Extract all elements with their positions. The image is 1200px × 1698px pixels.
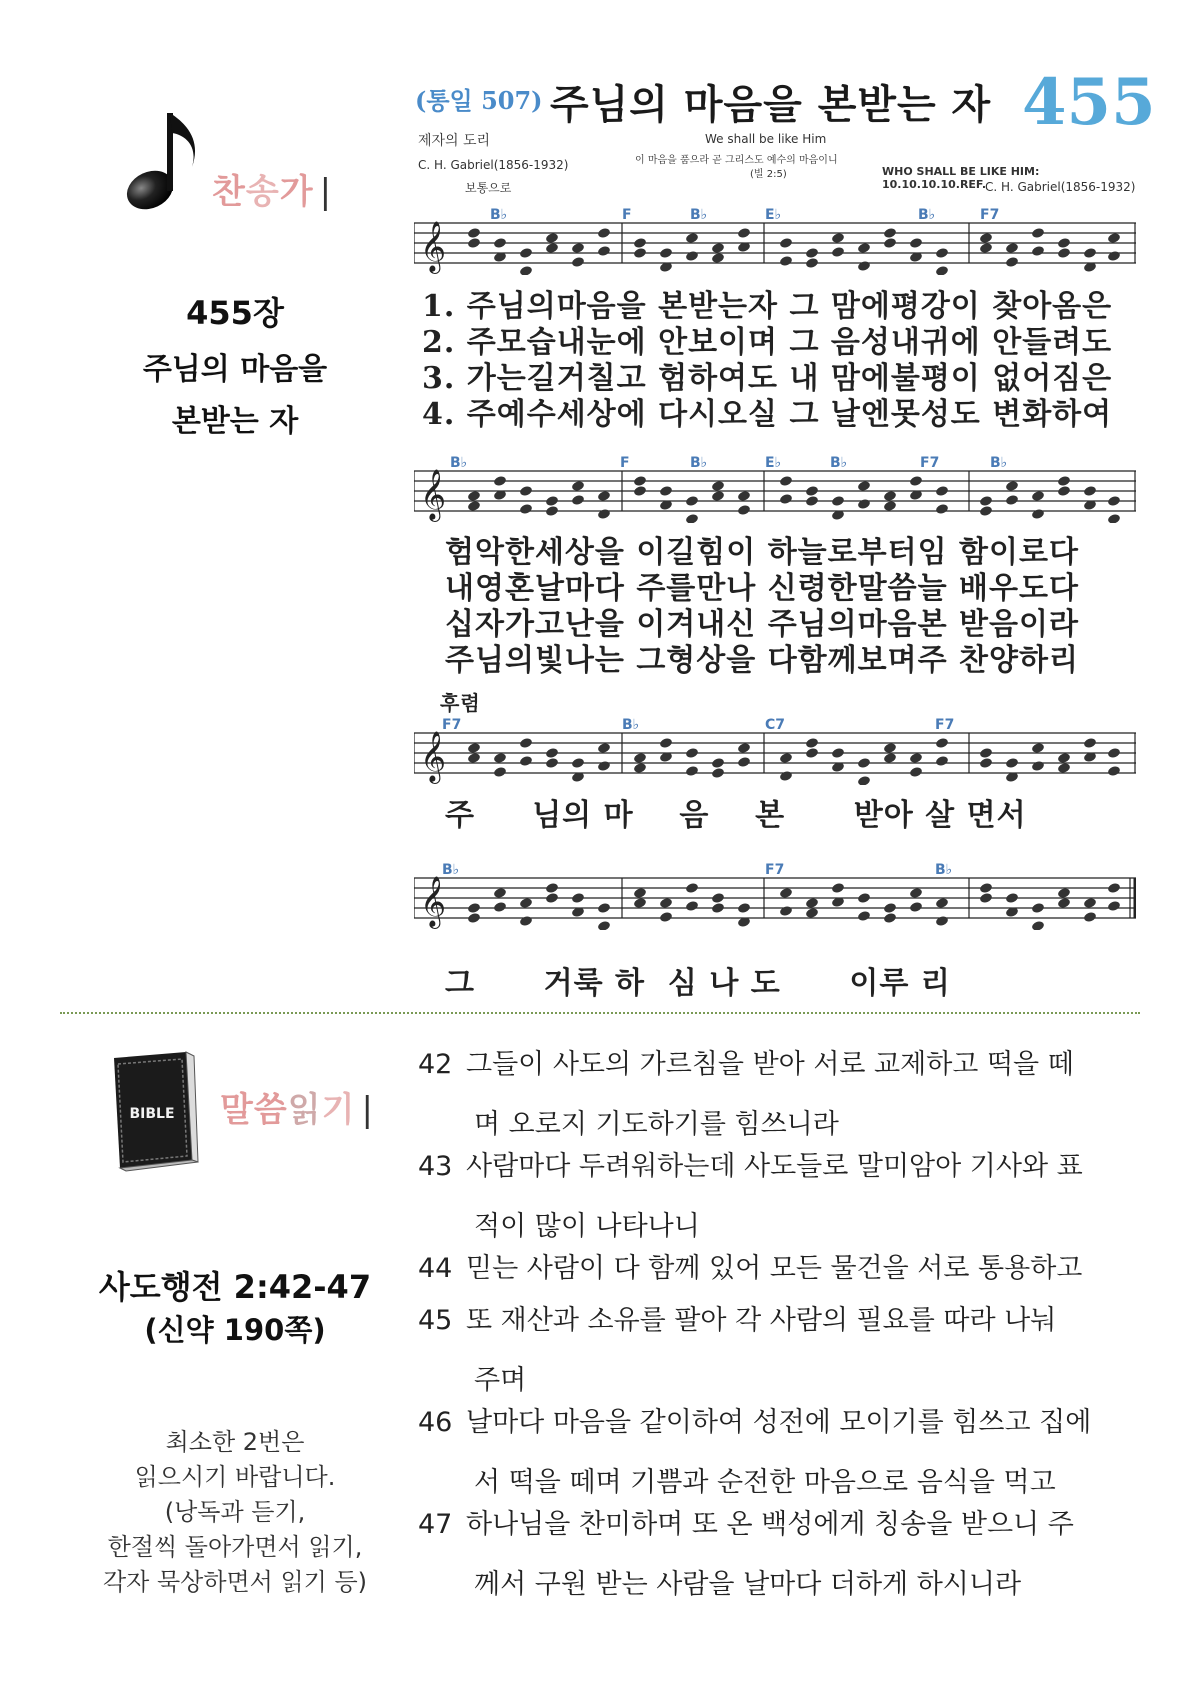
notehead — [831, 747, 845, 759]
hymn-label-char: 송 — [245, 172, 280, 212]
notehead — [1107, 513, 1121, 523]
tune-meter: WHO SHALL BE LIKE HIM: 10.10.10.10.REF. — [882, 165, 1040, 191]
notehead — [779, 752, 793, 764]
chord-symbol: F — [620, 455, 630, 471]
notehead — [935, 485, 949, 497]
notehead — [711, 892, 725, 904]
chord-symbol: B♭ — [918, 207, 936, 223]
refrain-lyric-line: 주 님의 마 음 본 받아 살 면서 — [445, 798, 1027, 833]
notehead — [1107, 882, 1121, 894]
notehead — [1083, 247, 1097, 259]
verse-line — [418, 1040, 1130, 1090]
verse-line — [418, 1244, 1130, 1294]
notehead — [805, 897, 819, 909]
chord-symbol: F7 — [935, 717, 955, 733]
notehead — [711, 757, 725, 769]
notehead — [979, 882, 993, 894]
notehead — [1107, 250, 1121, 262]
notehead — [1031, 508, 1045, 520]
notehead — [493, 237, 507, 249]
lyric-line: 십자가고난을 이겨내신 주님의마음본 받음이라 — [445, 607, 1079, 642]
notehead — [597, 245, 611, 257]
reading-label-char: 말 — [220, 1090, 254, 1130]
notehead — [737, 902, 751, 914]
verse-number: 45 — [418, 1305, 453, 1336]
notehead — [979, 232, 993, 244]
notehead — [883, 500, 897, 512]
notehead — [597, 920, 611, 930]
notehead — [1057, 897, 1071, 909]
notehead — [1107, 495, 1121, 507]
notehead — [805, 907, 819, 919]
notehead — [467, 500, 481, 512]
notehead — [1107, 747, 1121, 759]
notehead — [1031, 760, 1045, 772]
music-staff — [414, 215, 1136, 275]
lyric-line: 4. 주예수세상에 다시오실 그 날엔못성도 변화하여 — [422, 397, 1113, 432]
svg-text:𝄞: 𝄞 — [420, 469, 447, 520]
notehead — [633, 887, 647, 899]
notehead — [1031, 490, 1045, 502]
notehead — [779, 237, 793, 249]
music-note-icon — [120, 105, 220, 215]
notehead — [597, 508, 611, 520]
notehead — [467, 912, 481, 924]
verse-number: 43 — [418, 1151, 453, 1182]
lyric-line: 1. 주님의마음을 본받는자 그 맘에평강이 찾아옴은 — [422, 289, 1113, 324]
notehead — [857, 910, 871, 922]
label-divider: | — [319, 172, 333, 212]
notehead — [493, 766, 507, 778]
lyric-line: 주님의빛나는 그형상을 다함께보며주 찬양하리 — [445, 643, 1079, 678]
notehead — [883, 227, 897, 239]
notehead — [659, 897, 673, 909]
notehead — [519, 503, 533, 515]
verse-text: 그들이 사도의 가르침을 받아 서로 교제하고 떡을 떼 — [466, 1049, 1074, 1080]
notehead — [883, 490, 897, 502]
notehead — [545, 757, 559, 769]
notehead — [711, 490, 725, 502]
notehead — [883, 742, 897, 754]
notehead — [805, 495, 819, 507]
chord-symbol: B♭ — [450, 455, 468, 471]
verse-line — [418, 1500, 1130, 1550]
notehead — [467, 752, 481, 764]
hymn-section-label — [212, 164, 332, 213]
notehead — [659, 247, 673, 259]
notehead — [779, 905, 793, 917]
notehead — [685, 882, 699, 894]
notehead — [467, 902, 481, 914]
verse-text: 사람마다 두려워하는데 사도들로 말미암아 기사와 표 — [466, 1151, 1083, 1182]
reading-label-char: 읽 — [287, 1090, 322, 1130]
notehead — [737, 756, 751, 768]
notehead — [597, 760, 611, 772]
notehead — [1057, 237, 1071, 249]
hymn-label-char: 찬 — [212, 172, 246, 212]
verse-number: 42 — [418, 1049, 453, 1080]
notehead — [711, 767, 725, 779]
notehead — [519, 265, 533, 275]
hymn-category: 제자의 도리 — [418, 133, 491, 149]
hymn-number: 455장 — [186, 294, 284, 332]
verse-continuation: 서 떡을 떼며 기쁨과 순전한 마음으로 음식을 먹고 — [474, 1467, 1056, 1498]
notehead — [779, 887, 793, 899]
chord-symbol: F7 — [980, 207, 1000, 223]
notehead — [935, 737, 949, 749]
lyric-line: 3. 가는길거칠고 험하여도 내 맘에불평이 없어짐은 — [422, 361, 1113, 396]
notehead — [1107, 900, 1121, 912]
hymn-title-line2: 본받는 자 — [171, 404, 299, 439]
notehead — [1083, 737, 1097, 749]
svg-text:𝄞: 𝄞 — [420, 876, 447, 927]
verse-continuation: 적이 많이 나타나니 — [474, 1211, 700, 1242]
verse-continuation: 며 오로지 기도하기를 힘쓰니라 — [474, 1109, 839, 1140]
notehead — [779, 475, 793, 487]
lyric-line: 2. 주모습내눈에 안보이며 그 음성내귀에 안들려도 — [422, 325, 1113, 360]
notehead — [685, 232, 699, 244]
notehead — [597, 490, 611, 502]
hymn-sheet — [410, 65, 1156, 1001]
notehead — [805, 485, 819, 497]
notehead — [831, 495, 845, 507]
bible-cover-text: BIBLE — [129, 1106, 175, 1122]
notehead — [1005, 892, 1019, 904]
notehead — [711, 242, 725, 254]
notehead — [467, 237, 481, 249]
notehead — [1083, 485, 1097, 497]
notehead — [805, 247, 819, 259]
reading-section-label — [220, 1082, 374, 1131]
chord-symbol: B♭ — [622, 717, 640, 733]
notehead — [909, 752, 923, 764]
notehead — [1031, 227, 1045, 239]
chord-symbol: F7 — [765, 862, 785, 878]
notehead — [545, 747, 559, 759]
notehead — [935, 755, 949, 767]
refrain-label: 후렴 — [440, 691, 481, 715]
notehead — [1005, 757, 1019, 769]
notehead — [597, 227, 611, 239]
notehead — [883, 902, 897, 914]
notehead — [467, 227, 481, 239]
epigraph-reference: (빌 2:5) — [750, 169, 787, 180]
notehead — [979, 495, 993, 507]
hymn-label-char: 가 — [279, 172, 314, 212]
hymn-sheet-title: 주님의 마음을 본받는 자 — [550, 81, 992, 128]
notehead — [737, 490, 751, 502]
notehead — [571, 892, 585, 904]
notehead — [737, 742, 751, 754]
notehead — [779, 493, 793, 505]
notehead — [633, 752, 647, 764]
notehead — [935, 247, 949, 259]
notehead — [571, 242, 585, 254]
notehead — [493, 475, 507, 487]
notehead — [805, 257, 819, 269]
notehead — [519, 485, 533, 497]
notehead — [519, 737, 533, 749]
notehead — [805, 747, 819, 759]
verse-number: 44 — [418, 1253, 453, 1284]
notehead — [633, 237, 647, 249]
notehead — [633, 762, 647, 774]
notehead — [685, 900, 699, 912]
notehead — [1107, 765, 1121, 777]
notehead — [467, 490, 481, 502]
notehead — [979, 757, 993, 769]
refrain-lyric-line: 그 거룩 하 심 나 도 이루 리 — [445, 966, 951, 1001]
chord-symbol: B♭ — [935, 862, 953, 878]
notehead — [659, 485, 673, 497]
chord-symbol: F — [622, 207, 632, 223]
notehead — [1031, 245, 1045, 257]
notehead — [633, 485, 647, 497]
notehead — [711, 480, 725, 492]
music-staff — [414, 725, 1136, 785]
notehead — [935, 265, 949, 275]
english-title: We shall be like Him — [705, 132, 827, 146]
hymn-sheet-number: 455 — [1022, 65, 1156, 140]
notehead — [597, 742, 611, 754]
notehead — [571, 494, 585, 506]
notehead — [1083, 911, 1097, 923]
chord-symbol: E♭ — [765, 455, 782, 471]
notehead — [909, 766, 923, 778]
chord-symbol: C7 — [765, 717, 786, 733]
notehead — [659, 911, 673, 923]
notehead — [831, 232, 845, 244]
notehead — [1057, 752, 1071, 764]
notehead — [857, 757, 871, 769]
notehead — [711, 902, 725, 914]
notehead — [1083, 897, 1097, 909]
lyric-line: 험악한세상을 이길힘이 하늘로부터임 함이로다 — [445, 535, 1079, 570]
verse-line — [418, 1296, 1130, 1346]
reading-note-line: 최소한 2번은 — [165, 1428, 305, 1456]
notehead — [883, 752, 897, 764]
chord-symbol: B♭ — [990, 455, 1008, 471]
notehead — [519, 897, 533, 909]
verse-text: 또 재산과 소유를 팔아 각 사람의 필요를 따라 나눠 — [466, 1305, 1057, 1336]
notehead — [545, 882, 559, 894]
notehead — [685, 495, 699, 507]
verse-line — [418, 1398, 1130, 1448]
chord-symbol: E♭ — [765, 207, 782, 223]
notehead — [909, 887, 923, 899]
notehead — [519, 915, 533, 927]
notehead — [883, 237, 897, 249]
notehead — [659, 737, 673, 749]
epigraph: 이 마음을 품으라 곧 그리스도 예수의 마음이니 — [635, 155, 838, 166]
bible-book-icon — [100, 1050, 200, 1175]
notehead — [935, 897, 949, 909]
notehead — [1107, 232, 1121, 244]
reading-note-line: 한절씩 돌아가면서 읽기, — [107, 1533, 363, 1561]
notehead — [685, 250, 699, 262]
reading-label-char: 씀 — [253, 1090, 288, 1130]
verse-text: 하나님을 찬미하며 또 온 백성에게 칭송을 받으니 주 — [466, 1509, 1074, 1540]
notehead — [979, 242, 993, 254]
notehead — [737, 227, 751, 239]
notehead — [979, 892, 993, 904]
notehead — [737, 504, 751, 516]
notehead — [831, 246, 845, 258]
chord-symbol: B♭ — [690, 455, 708, 471]
composer-left: C. H. Gabriel(1856-1932) — [418, 158, 569, 172]
notehead — [633, 247, 647, 259]
notehead — [1005, 480, 1019, 492]
verse-line — [418, 1142, 1130, 1192]
reading-note-line: (낭독과 듣기, — [164, 1498, 306, 1526]
chord-symbol: B♭ — [690, 207, 708, 223]
notehead — [597, 902, 611, 914]
notehead — [1057, 485, 1071, 497]
verse-continuation: 주며 — [474, 1365, 527, 1396]
verse-continuation: 께서 구원 받는 사람을 날마다 더하게 하시니라 — [474, 1569, 1022, 1600]
lyric-line: 내영혼날마다 주를만나 신령한말씀늘 배우도다 — [445, 571, 1079, 606]
notehead — [633, 897, 647, 909]
notehead — [493, 887, 507, 899]
unified-hymn-number: (통일 507) — [415, 86, 543, 115]
notehead — [1057, 475, 1071, 487]
notehead — [857, 260, 871, 272]
notehead — [493, 752, 507, 764]
notehead — [711, 252, 725, 264]
label-divider: | — [361, 1090, 374, 1130]
notehead — [979, 747, 993, 759]
notehead — [545, 505, 559, 517]
notehead — [805, 737, 819, 749]
notehead — [571, 480, 585, 492]
notehead — [685, 747, 699, 759]
scripture-reference: 사도행전 2:42-47 — [98, 1268, 372, 1306]
hymn-title-line1: 주님의 마음을 — [142, 352, 328, 387]
chord-symbol: F7 — [442, 717, 462, 733]
notehead — [831, 882, 845, 894]
notehead — [545, 892, 559, 904]
notehead — [1005, 256, 1019, 268]
notehead — [685, 513, 699, 523]
notehead — [685, 765, 699, 777]
notehead — [857, 498, 871, 510]
notehead — [857, 775, 871, 785]
notehead — [1057, 247, 1071, 259]
notehead — [909, 901, 923, 913]
notehead — [1031, 920, 1045, 930]
notehead — [467, 742, 481, 754]
verse-number: 46 — [418, 1407, 453, 1438]
notehead — [857, 480, 871, 492]
notehead — [519, 755, 533, 767]
notehead — [883, 912, 897, 924]
composer-right: C. H. Gabriel(1856-1932) — [985, 180, 1136, 194]
chord-symbol: B♭ — [442, 862, 460, 878]
svg-text:𝄞: 𝄞 — [420, 731, 447, 782]
notehead — [545, 232, 559, 244]
reading-label-char: 기 — [321, 1090, 356, 1130]
reading-note-line: 각자 묵상하면서 읽기 등) — [102, 1568, 368, 1596]
notehead — [857, 242, 871, 254]
notehead — [779, 255, 793, 267]
chord-symbol: B♭ — [490, 207, 508, 223]
notehead — [935, 915, 949, 927]
notehead — [1031, 742, 1045, 754]
notehead — [909, 237, 923, 249]
notehead — [633, 475, 647, 487]
notehead — [1031, 902, 1045, 914]
notehead — [1057, 762, 1071, 774]
notehead — [1005, 494, 1019, 506]
verse-number: 47 — [418, 1509, 453, 1540]
verse-text: 날마다 마음을 같이하여 성전에 모이기를 힘쓰고 집에 — [466, 1407, 1092, 1438]
reading-note-line: 읽으시기 바랍니다. — [134, 1463, 336, 1491]
notehead — [1057, 887, 1071, 899]
notehead — [909, 475, 923, 487]
section-divider — [60, 1012, 1140, 1014]
svg-text:𝄞: 𝄞 — [420, 221, 447, 272]
notehead — [571, 256, 585, 268]
notehead — [779, 770, 793, 782]
tempo-marking: 보통으로 — [465, 181, 512, 195]
music-staff — [414, 463, 1136, 523]
notehead — [519, 247, 533, 259]
chord-symbol: B♭ — [830, 455, 848, 471]
notehead — [545, 242, 559, 254]
scripture-page: (신약 190쪽) — [144, 1313, 326, 1347]
notehead — [545, 495, 559, 507]
notehead — [935, 503, 949, 515]
music-staff — [414, 870, 1136, 930]
verse-text: 믿는 사람이 다 함께 있어 모든 물건을 서로 통용하고 — [466, 1253, 1083, 1284]
notehead — [857, 892, 871, 904]
notehead — [493, 901, 507, 913]
notehead — [979, 505, 993, 517]
chord-symbol: F7 — [920, 455, 940, 471]
notehead — [571, 757, 585, 769]
notehead — [1005, 242, 1019, 254]
